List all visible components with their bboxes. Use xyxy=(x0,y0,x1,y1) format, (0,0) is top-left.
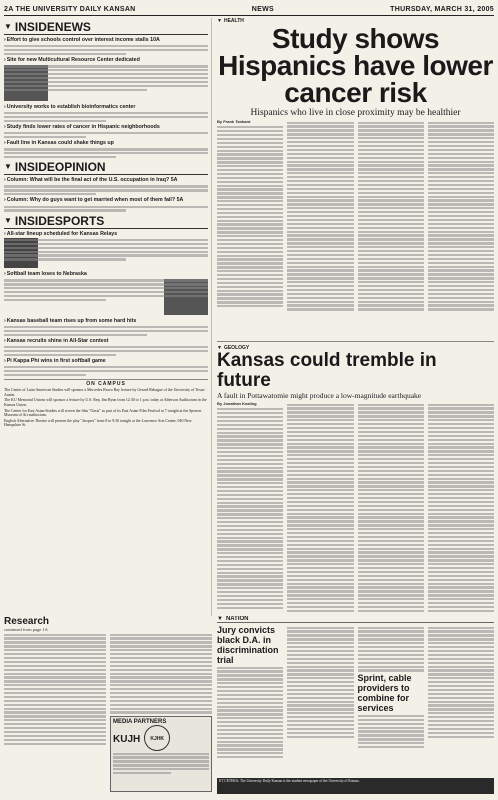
et-cetera-strip xyxy=(217,778,494,794)
brief-item[interactable]: ›Softball team loses to Nebraska xyxy=(4,271,208,316)
inside-index-column xyxy=(4,18,212,616)
media-partners-title: MEDIA PARTNERS xyxy=(113,719,167,725)
et-cetera-text: ET CETERA: The University Daily Kansan is the student newspaper of the University of Kansas. xyxy=(219,779,360,783)
health-kicker: ▼ HEALTH xyxy=(217,18,244,24)
research-jump-line: continued from page 1A xyxy=(4,627,48,632)
geology-headline[interactable]: Kansas could tremble in future xyxy=(217,350,437,391)
brief-item[interactable]: ›Study finds lower rates of cancer in Hispanic neighborhoods xyxy=(4,124,208,138)
triangle-icon: ▼ xyxy=(4,22,12,31)
health-story-body xyxy=(217,120,494,338)
triangle-icon: ▼ xyxy=(217,345,222,351)
triangle-icon: ▼ xyxy=(217,18,222,24)
kjhk-logo: KJHK xyxy=(144,725,170,751)
inside-news-header: ▼ INSIDENEWS xyxy=(4,20,208,35)
geology-byline: By Jonathan Kealing xyxy=(217,402,257,406)
calendar-item: English Alternative Theatre will present the play "Jacques" from 8 to 9:30 tonight at the Lawrence Arts Center, 940 New Hampshire St. xyxy=(4,418,192,428)
on-campus-calendar xyxy=(4,379,208,428)
brief-item[interactable]: ›University works to establish bioinformatics center xyxy=(4,104,208,122)
media-partners-box xyxy=(110,716,212,792)
inside-opinion-header: ▼ INSIDEOPINION xyxy=(4,160,208,175)
brief-item[interactable]: ›Column: What will be the final act of the U.S. occupation in Iraq? 5A xyxy=(4,177,208,195)
folio-left: 2A THE UNIVERSITY DAILY KANSAN xyxy=(4,5,136,13)
folio-bar xyxy=(4,3,494,16)
bottom-section xyxy=(4,616,494,794)
nation-headline-1[interactable]: Jury convicts black D.A. in discrimination trial xyxy=(217,625,279,665)
kujh-logo: KUJH xyxy=(113,733,141,745)
triangle-icon: ▼ xyxy=(4,162,12,172)
brief-item[interactable]: ›All-star lineup scheduled for Kansas Relays xyxy=(4,231,208,270)
brief-item[interactable]: ›Kansas baseball team rises up from some hard hits xyxy=(4,318,208,336)
calendar-item: The Center for East Asian Studies will screen the film "Oasis" as part of its East Asian Film Festival at 7 tonight at the Spencer Museum of Art auditorium. xyxy=(4,408,202,418)
nation-kicker: ▼ NATION xyxy=(217,616,494,623)
main-stories-column xyxy=(217,18,494,616)
calendar-heading: ON CAMPUS xyxy=(86,381,126,388)
brief-item[interactable]: ›Pi Kappa Phi wins in first softball game xyxy=(4,358,208,376)
brief-item[interactable]: ›Column: Why do guys want to get married when most of them fail? 5A xyxy=(4,197,208,211)
health-deck: Hispanics who live in close proximity may be healthier xyxy=(250,108,461,118)
health-headline[interactable]: Study shows Hispanics have lower cancer risk xyxy=(218,23,493,108)
calendar-item: The Center of Latin American Studies will sponsor a Mercedes Bravo Bay lecture by Gerard Behague of the University of Texas-Austin. xyxy=(4,388,206,397)
research-headline[interactable]: Research xyxy=(4,616,50,627)
brief-item[interactable]: ›Fault line in Kansas could shake things up xyxy=(4,140,208,158)
brief-item[interactable]: ›Kansas recruits shine in All-Star contest xyxy=(4,338,208,356)
inside-sports-header: ▼ INSIDESPORTS xyxy=(4,214,208,229)
triangle-icon: ▼ xyxy=(4,215,12,225)
nation-section xyxy=(217,616,494,776)
brief-item[interactable]: ›Site for new Multicultural Resource Center dedicated xyxy=(4,57,208,102)
folio-right: THURSDAY, MARCH 31, 2005 xyxy=(390,5,494,13)
research-story xyxy=(4,616,212,794)
calendar-item: The KU Memorial Unions will sponsor a lecture by U.S. Rep. Jim Ryun from 12:30 to 1 p.m. today at Alderson Auditorium in the Kansas Union. xyxy=(4,398,207,408)
folio-center: NEWS xyxy=(251,5,274,13)
triangle-icon: ▼ xyxy=(217,616,223,622)
brief-item[interactable]: ›Effort to give schools control over interest income stalls 10A xyxy=(4,37,208,55)
geology-story-body xyxy=(217,402,494,616)
geology-kicker: ▼ GEOLOGY xyxy=(217,345,250,351)
nation-headline-2[interactable]: Sprint, cable providers to combine for services xyxy=(357,673,412,714)
health-byline: By Frank Tankard xyxy=(217,120,251,124)
geology-deck: A fault in Pottawatomie might produce a low-magnitude earthquake xyxy=(217,391,422,400)
